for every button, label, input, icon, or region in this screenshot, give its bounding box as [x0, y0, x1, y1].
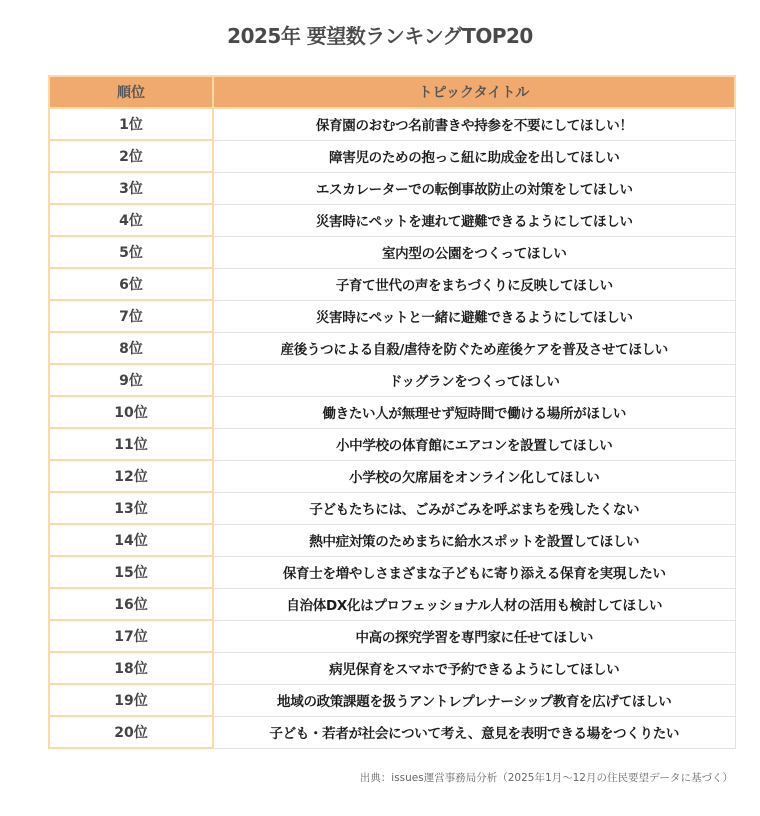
topic-cell: 子どもたちには、ごみがごみを呼ぶまちを残したくない [213, 492, 735, 524]
table-row [49, 524, 735, 556]
rank-cell: 13位 [49, 492, 213, 524]
topic-cell: 障害児のための抱っこ紐に助成金を出してほしい [213, 140, 735, 172]
table-row [49, 364, 735, 396]
table-row [49, 588, 735, 620]
rank-cell: 3位 [49, 172, 213, 204]
topic-cell: 産後うつによる自殺/虐待を防ぐため産後ケアを普及させてほしい [213, 332, 735, 364]
rank-cell: 17位 [49, 620, 213, 652]
table-row [49, 684, 735, 716]
topic-cell: 子ども・若者が社会について考え、意見を表明できる場をつくりたい [213, 716, 735, 748]
table-row [49, 492, 735, 524]
topic-cell: 病児保育をスマホで予約できるようにしてほしい [213, 652, 735, 684]
topic-cell: 子育て世代の声をまちづくりに反映してほしい [213, 268, 735, 300]
rank-cell: 10位 [49, 396, 213, 428]
rank-cell: 16位 [49, 588, 213, 620]
table-row [49, 108, 735, 140]
rank-cell: 4位 [49, 204, 213, 236]
topic-cell: 保育園のおむつ名前書きや持参を不要にしてほしい！ [213, 108, 735, 140]
table-header-row [49, 76, 735, 108]
rank-cell: 9位 [49, 364, 213, 396]
rank-cell: 1位 [49, 108, 213, 140]
table-row [49, 396, 735, 428]
table-row [49, 652, 735, 684]
rank-cell: 12位 [49, 460, 213, 492]
rank-cell: 5位 [49, 236, 213, 268]
table-row [49, 204, 735, 236]
topic-cell: 保育士を増やしさまざまな子どもに寄り添える保育を実現したい [213, 556, 735, 588]
topic-cell: 小中学校の体育館にエアコンを設置してほしい [213, 428, 735, 460]
table-row [49, 300, 735, 332]
topic-cell: 室内型の公園をつくってほしい [213, 236, 735, 268]
table-row [49, 556, 735, 588]
topic-cell: 災害時にペットを連れて避難できるようにしてほしい [213, 204, 735, 236]
rank-cell: 7位 [49, 300, 213, 332]
page-title: 2025年 要望数ランキングTOP20 [227, 24, 533, 48]
topic-cell: 働きたい人が無理せず短時間で働ける場所がほしい [213, 396, 735, 428]
topic-cell: 災害時にペットと一緒に避難できるようにしてほしい [213, 300, 735, 332]
source-note: 出典：issues運営事務局分析（2025年1月〜12月の住民要望データに基づく） [359, 772, 733, 784]
rank-cell: 18位 [49, 652, 213, 684]
table-row [49, 460, 735, 492]
table-row [49, 332, 735, 364]
topic-cell: エスカレーターでの転倒事故防止の対策をしてほしい [213, 172, 735, 204]
table-row [49, 620, 735, 652]
topic-cell: 自治体DX化はプロフェッショナル人材の活用も検討してほしい [213, 588, 735, 620]
rank-cell: 19位 [49, 684, 213, 716]
topic-cell: 小学校の欠席届をオンライン化してほしい [213, 460, 735, 492]
rank-cell: 2位 [49, 140, 213, 172]
table-row [49, 716, 735, 748]
header-topic: トピックタイトル [213, 76, 735, 108]
rank-cell: 6位 [49, 268, 213, 300]
topic-cell: 中高の探究学習を専門家に任せてほしい [213, 620, 735, 652]
table-row [49, 236, 735, 268]
header-rank: 順位 [49, 76, 213, 108]
topic-cell: 熱中症対策のためまちに給水スポットを設置してほしい [213, 524, 735, 556]
table-row [49, 172, 735, 204]
rank-cell: 15位 [49, 556, 213, 588]
rank-cell: 11位 [49, 428, 213, 460]
table-row [49, 140, 735, 172]
ranking-table [48, 75, 736, 749]
rank-cell: 8位 [49, 332, 213, 364]
topic-cell: 地域の政策課題を扱うアントレプレナーシップ教育を広げてほしい [213, 684, 735, 716]
rank-cell: 20位 [49, 716, 213, 748]
topic-cell: ドッグランをつくってほしい [213, 364, 735, 396]
table-row [49, 428, 735, 460]
rank-cell: 14位 [49, 524, 213, 556]
table-row [49, 268, 735, 300]
